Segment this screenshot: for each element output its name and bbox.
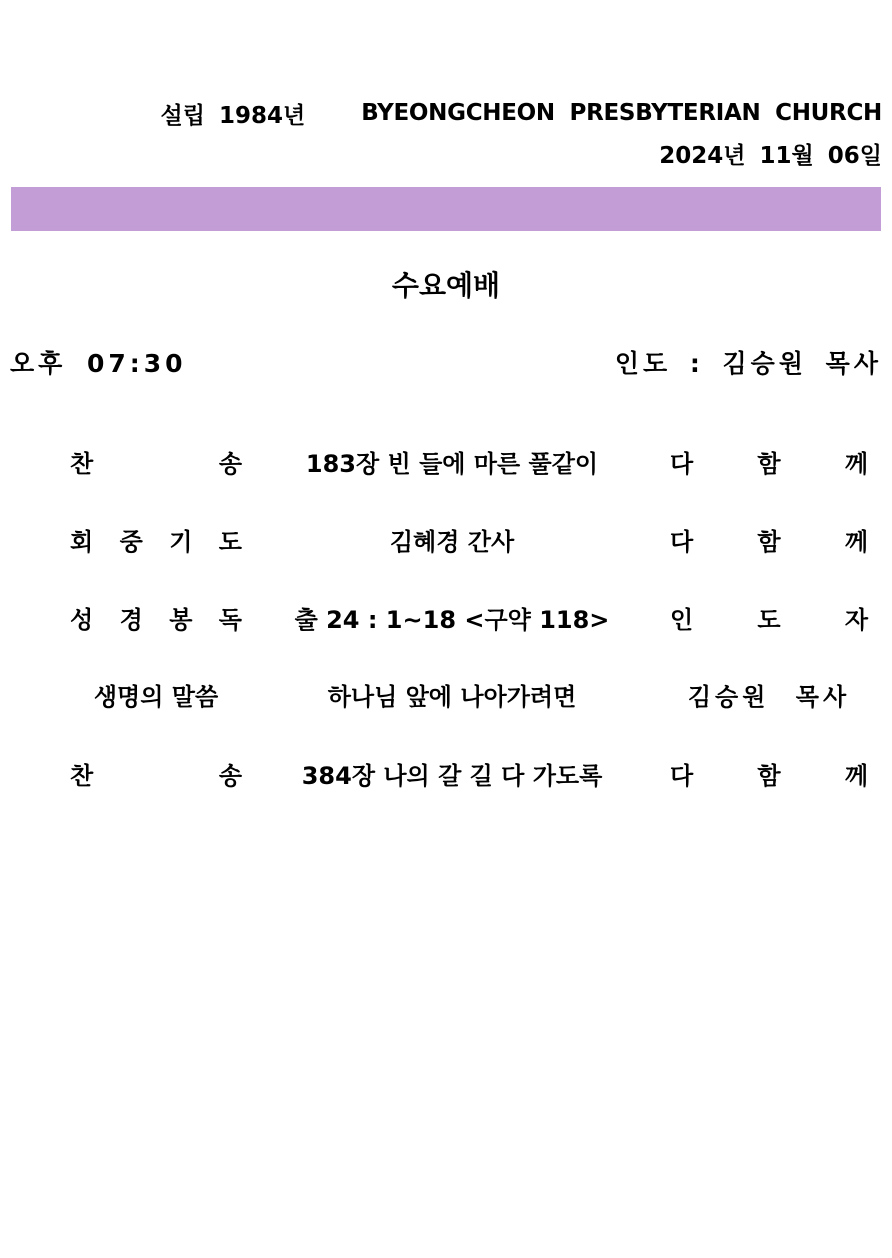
order-responsible-char: 께 <box>844 528 868 556</box>
order-label <box>70 444 242 484</box>
order-content: 출 24 : 1~18 <구약 118> <box>294 606 610 634</box>
order-responsible <box>670 444 868 484</box>
order-label-char: 독 <box>218 606 242 634</box>
order-responsible <box>670 600 868 640</box>
order-row <box>0 756 892 796</box>
order-responsible-char: 함 <box>757 450 781 478</box>
order-label-char: 성 <box>70 606 94 634</box>
order-label-char: 봉 <box>169 606 193 634</box>
order-responsible-char: 께 <box>844 762 868 790</box>
bulletin-date: 2024년 11월 06일 <box>659 143 882 169</box>
order-row <box>0 522 892 562</box>
order-label-char: 송 <box>218 450 242 478</box>
header-color-band <box>11 187 881 231</box>
order-responsible-char: 함 <box>757 762 781 790</box>
order-label-char: 찬 <box>70 762 94 790</box>
church-name: BYEONGCHEON PRESBYTERIAN CHURCH <box>361 100 882 126</box>
order-label-char: 기 <box>169 528 193 556</box>
order-responsible-char: 인 <box>670 606 694 634</box>
service-leader: 인도 : 김승원 목사 <box>614 349 882 378</box>
order-row <box>0 444 892 484</box>
order-label-char: 회 <box>70 528 94 556</box>
order-responsible <box>670 522 868 562</box>
order-responsible-char: 도 <box>757 606 781 634</box>
service-time: 오후 07:30 <box>10 349 187 378</box>
order-label: 생명의 말씀 <box>93 683 219 711</box>
order-content: 384장 나의 갈 길 다 가도록 <box>301 762 603 790</box>
order-row <box>0 677 892 717</box>
order-label-char: 송 <box>218 762 242 790</box>
order-label-char: 찬 <box>70 450 94 478</box>
order-responsible <box>670 756 868 796</box>
order-responsible-char: 자 <box>844 606 868 634</box>
order-label-char: 도 <box>218 528 242 556</box>
service-title: 수요예배 <box>391 269 501 302</box>
order-label <box>70 600 242 640</box>
header-top-line <box>161 96 883 130</box>
order-responsible-char: 께 <box>844 450 868 478</box>
order-responsible-char: 다 <box>670 528 694 556</box>
order-label-char: 경 <box>119 606 143 634</box>
order-label-char: 중 <box>119 528 143 556</box>
order-content: 김혜경 간사 <box>389 528 515 556</box>
order-content: 하나님 앞에 나아가려면 <box>327 683 577 711</box>
founded-year: 설립 1984년 <box>160 102 306 129</box>
order-responsible: 김승원 목사 <box>687 683 851 711</box>
order-label <box>70 756 242 796</box>
order-label <box>70 522 242 562</box>
order-row <box>0 600 892 640</box>
order-content: 183장 빈 들에 마른 풀같이 <box>305 450 599 478</box>
order-responsible-char: 다 <box>670 450 694 478</box>
order-responsible-char: 함 <box>757 528 781 556</box>
order-responsible-char: 다 <box>670 762 694 790</box>
